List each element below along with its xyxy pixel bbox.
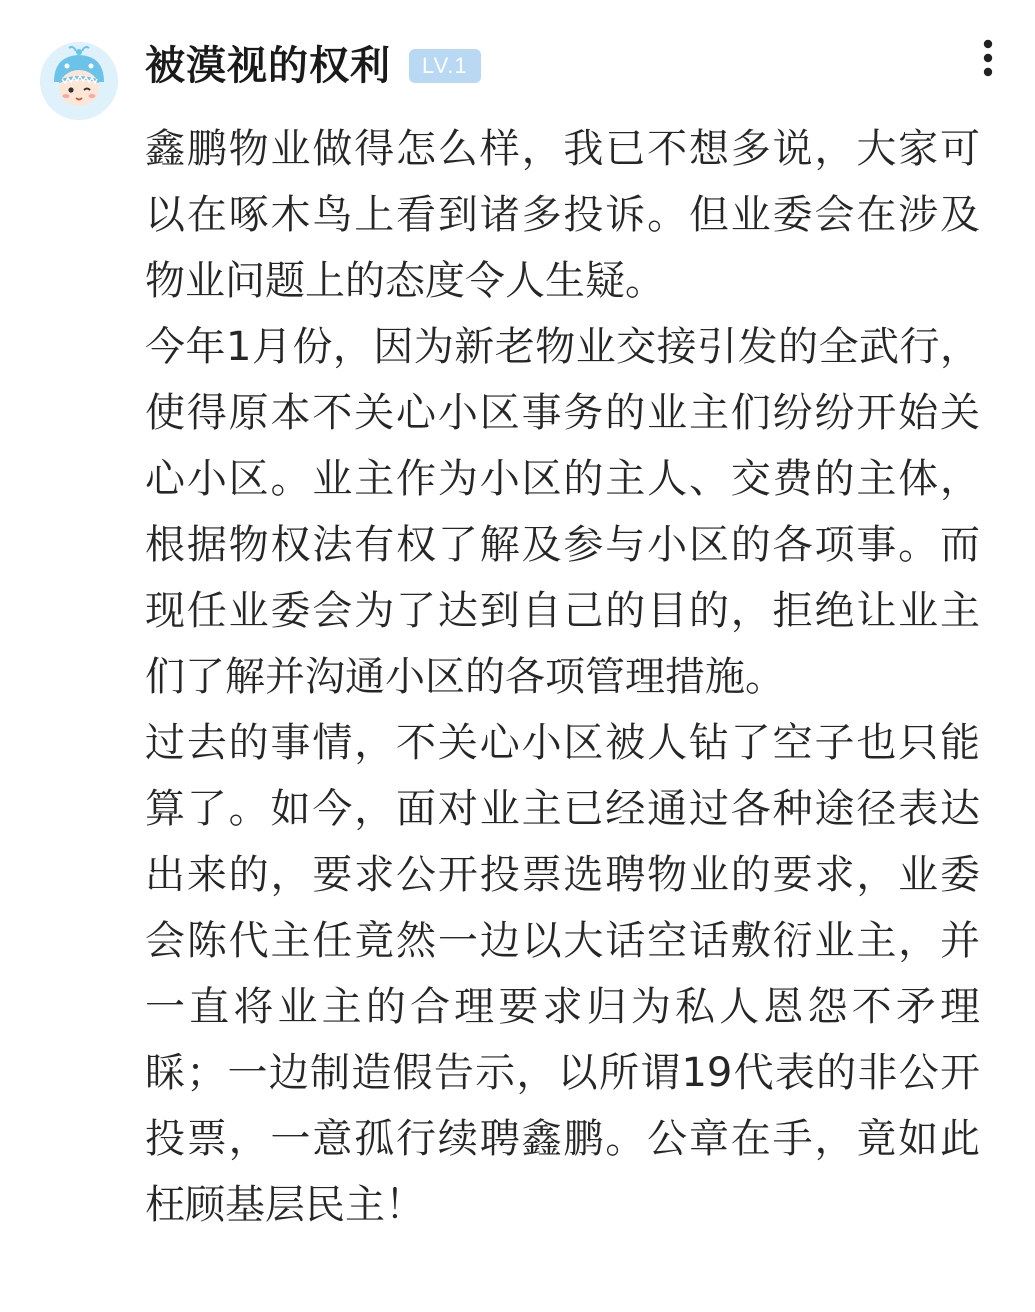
- author-name[interactable]: 被漠视的权利: [145, 43, 391, 89]
- user-avatar[interactable]: [40, 42, 118, 120]
- more-vertical-icon: [968, 36, 1008, 84]
- level-badge: LV.1: [409, 49, 481, 83]
- whale-hat-boy-avatar-icon: [40, 42, 118, 120]
- more-options-button[interactable]: [968, 36, 1008, 84]
- post-paragraph: 过去的事情，不关心小区被人钻了空子也只能算了。如今，面对业主已经通过各种途径表达出来的，要求公开投票选聘物业的要求，业委会陈代主任竟然一边以大话空话敷衍业主，并一直将业主的合理要求归为私人恩怨不矛理睬；一边制造假告示，以所谓19代表的非公开投票，一意孤行续聘鑫鹏。公章在手，竟如此枉顾基层民主！: [145, 720, 980, 1228]
- post-paragraph: 鑫鹏物业做得怎么样，我已不想多说，大家可以在啄木鸟上看到诸多投诉。但业委会在涉及物业问题上的态度令人生疑。: [145, 126, 980, 304]
- post-body: [145, 116, 980, 1238]
- post-header: [145, 38, 481, 94]
- post-paragraph: 今年1月份，因为新老物业交接引发的全武行，使得原本不关心小区事务的业主们纷纷开始关心小区。业主作为小区的主人、交费的主体，根据物权法有权了解及参与小区的各项事。而现任业委会为了达到自己的目的，拒绝让业主们了解并沟通小区的各项管理措施。: [145, 324, 980, 700]
